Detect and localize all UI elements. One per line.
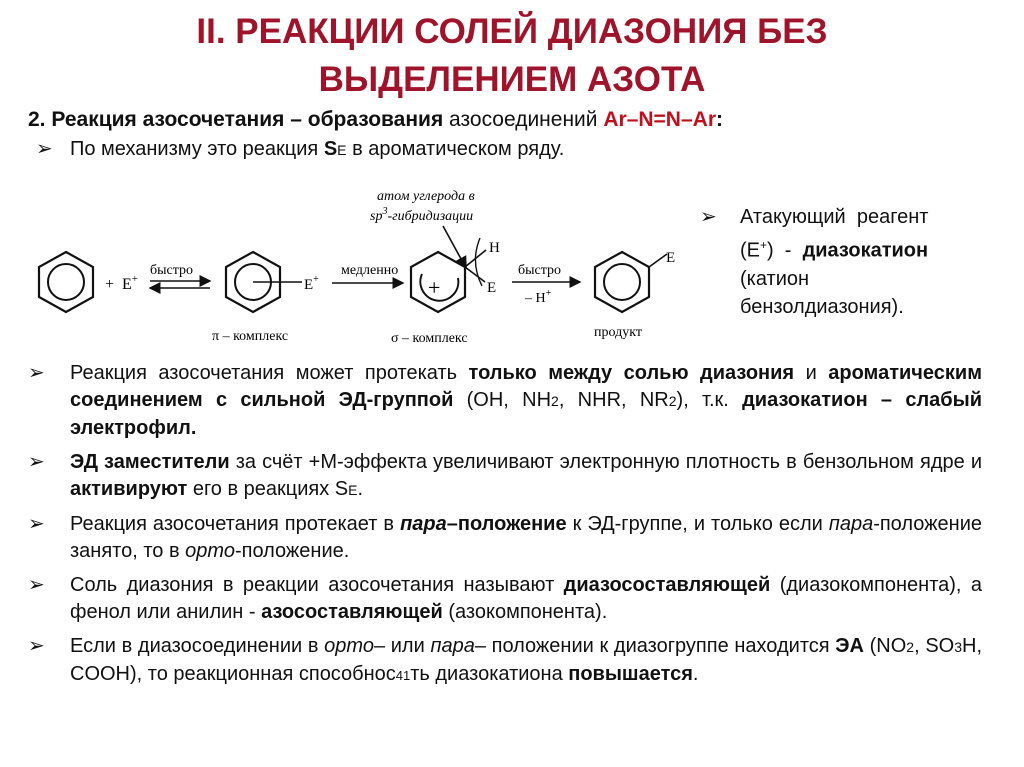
bullet-arrow-icon: ➢ [28,574,45,596]
intro-text: По механизму это реакция [70,138,324,160]
list-item: ➢ Реакция азосочетания протекает в пара–положение к ЭД-группе, и только если пара-положение занято, то в орто-положение. [28,513,982,562]
fast-label-2: быстро [518,263,562,278]
cation-plus: + [428,275,441,300]
se-subscript: E [337,142,347,158]
slow-label: медленно [341,263,399,278]
reagent-line-2: (E+) - диазокатион [740,238,929,262]
reagent-line-1: Атакующий реагент [740,206,929,228]
list-item: ➢ Реакция азосочетания может протекать только между солью диазония и ароматическим соединением с сильной ЭД-группой (OH, NH2, NHR, NR2), т.к. диазокатион – слабый электрофил. [28,362,983,439]
bullet-arrow-icon: ➢ [28,635,45,657]
bullet-arrow-icon: ➢ [700,206,717,228]
heading-prefix: 2. Реакция азосочетания – образования [28,108,444,131]
sigma-e-label: E [487,280,497,296]
bullet-arrow-icon: ➢ [28,451,45,473]
benzene-ring-icon [39,252,93,312]
bullet-arrow-icon: ➢ [28,362,45,384]
reagent-line-3: (катион [740,267,810,290]
list-item: ➢ Если в диазосоединении в орто– или пара– положении к диазогруппе находится ЭА (NO2, SO3H, COOH), то реакционная способнос41ть диазокатиона повышается. [28,635,983,685]
title-line-2: ВЫДЕЛЕНИЕМ АЗОТА [318,60,706,99]
heading-middle: азосоединений [443,108,604,131]
page-number: 41 [395,668,411,683]
bullet-arrow-icon: ➢ [28,513,45,535]
product-label: продукт [594,325,642,340]
se-symbol: S [323,138,338,160]
product-e-label: E [666,250,676,266]
list-item: ➢ ЭД заместители за счёт +М-эффекта увеличивают электронную плотность в бензольном ядре и активируют его в реакциях SE. [28,451,982,500]
list-item: ➢ Соль диазония в реакции азосочетания называют диазосоставляющей (диазокомпонента), а фенол или анилин - азосоставляющей (азокомпонента). [28,574,983,623]
azo-formula: Ar–N=N–Ar [603,108,716,131]
pi-complex-label: π – комплекс [212,329,289,344]
main-bullet-list [28,360,983,696]
pi-electrophile-label: E+ [304,274,319,293]
sigma-complex-ring-icon [411,238,486,312]
pi-complex-ring-icon [226,252,302,312]
heading-colon: : [716,108,723,131]
reagent-line-4: бензолдиазония). [740,295,904,318]
sigma-complex-label: σ – комплекс [391,331,468,346]
sigma-h-label: H [489,240,500,256]
fast-label-1: быстро [150,263,194,278]
electrophile-label: E+ [122,273,138,293]
annotation-line-1: атом углерода в [377,189,475,204]
proton-loss-label: – H+ [525,288,552,306]
product-ring-icon [595,252,667,312]
plus-sign: + [105,276,115,293]
annotation-line-2: $sp^3$-гибридизации [370,206,474,224]
intro-rest: в ароматическом ряду. [346,138,565,160]
title-line-1: II. РЕАКЦИИ СОЛЕЙ ДИАЗОНИЯ БЕЗ [196,12,828,51]
bullet-arrow-icon: ➢ [36,138,53,160]
attacking-reagent-note [700,203,990,321]
